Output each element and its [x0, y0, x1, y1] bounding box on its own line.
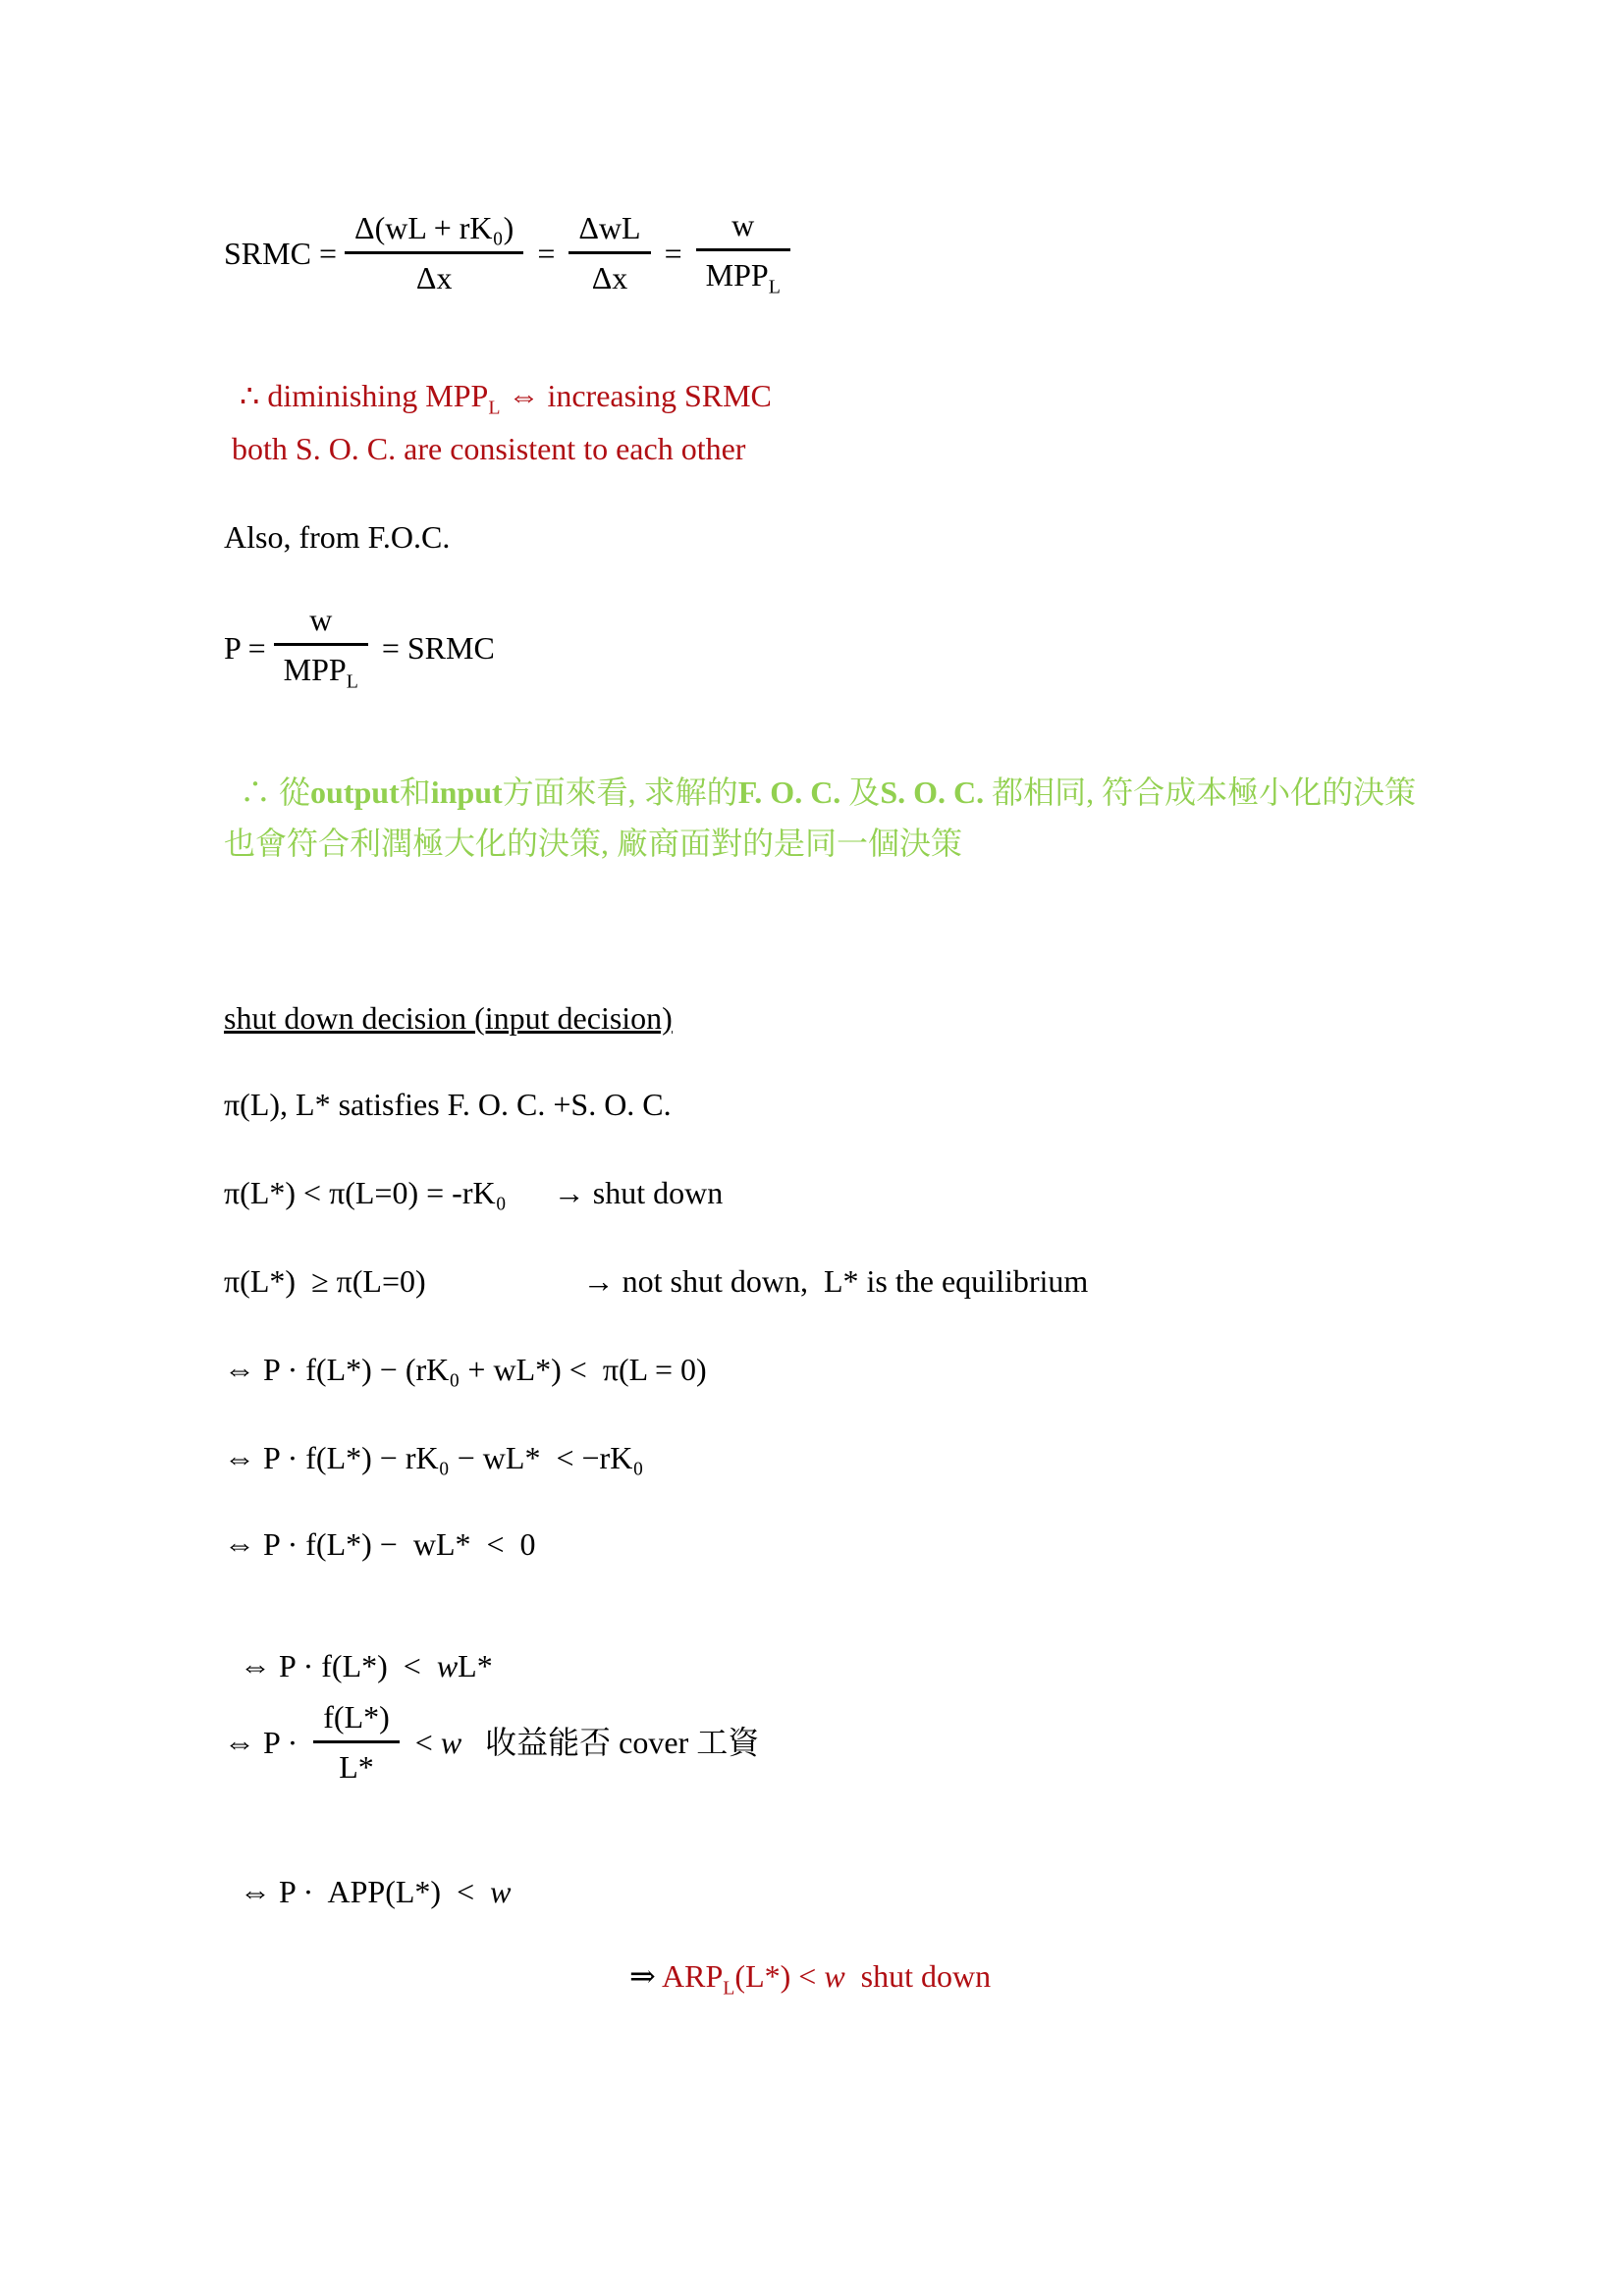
- green-note-segment: 及: [840, 774, 881, 811]
- p-fraction-denominator: $MPP_L$: [283, 652, 358, 693]
- srmc-formula-lhs: SRMC =: [224, 235, 337, 271]
- derivation-step-4: [224, 1610, 493, 1685]
- subscript-L: L: [723, 1977, 735, 2000]
- subscript-L: L: [488, 397, 501, 419]
- red-note-line-1: [224, 340, 772, 421]
- foc-intro-line: Also, from F.O.C.: [224, 519, 451, 555]
- green-note-segment: 方面來看, 求解的: [502, 774, 738, 811]
- less-than-sign: <: [406, 1724, 441, 1760]
- wage-variable: w: [436, 1648, 459, 1684]
- green-note-line-2: 也會符合利潤極大化的決策, 廠商面對的是同一個決策: [224, 826, 963, 861]
- srmc-fraction-1-denominator: Δx: [415, 260, 453, 296]
- app-fraction-numerator: f(L*): [313, 1698, 400, 1743]
- wage-variable: w: [440, 1724, 462, 1760]
- derivation-step-2: ⇔ P · f(L*) − rK₀ − wL* < −rK₀: [224, 1440, 644, 1475]
- shutdown-case-not-shutdown: π(L*) ≥ π(L=0) → not shut down, L* is the equilibrium: [224, 1263, 1089, 1299]
- p-fraction-numerator: w: [274, 601, 368, 646]
- shutdown-case-shutdown: π(L*) < π(L=0) = -rK₀ → shut down: [224, 1175, 724, 1210]
- wage-variable: w: [490, 1874, 512, 1910]
- p-formula: [224, 601, 501, 695]
- green-note-segment: 和: [399, 774, 431, 811]
- srmc-fraction-2: [568, 209, 650, 297]
- green-note-segment: ∴ 從: [240, 774, 311, 811]
- shutdown-satisfies-line: π(L), L* satisfies F. O. C. +S. O. C.: [224, 1087, 672, 1122]
- red-note-line-1-suffix: ⇔ increasing SRMC: [500, 378, 772, 414]
- green-note-line-1: [224, 736, 1416, 812]
- srmc-fraction-1-numerator: Δ(wL + rK₀): [345, 209, 523, 254]
- green-note-bold-output: output: [310, 774, 400, 811]
- app-fraction: [313, 1698, 400, 1787]
- equals-sign: =: [537, 235, 556, 271]
- equals-sign: =: [664, 235, 682, 271]
- srmc-fraction-1: [345, 209, 523, 297]
- wage-variable: w: [824, 1958, 845, 1995]
- shutdown-section-heading: shut down decision (input decision): [224, 1000, 673, 1036]
- derivation-step-4-prefix: ⇔ P · f(L*) <: [240, 1648, 437, 1684]
- srmc-fraction-3-denominator: $MPP_L$: [705, 257, 781, 298]
- subscript-L: L: [346, 670, 358, 693]
- srmc-fraction-2-denominator: Δx: [591, 260, 628, 296]
- derivation-step-5-note: 收益能否 cover 工資: [461, 1724, 760, 1760]
- green-note-bold-soc: S. O. C.: [880, 774, 985, 811]
- green-note-bold-input: input: [430, 774, 503, 811]
- conclusion-arp: $ARP_L(L*) < w$ shut down: [662, 1958, 992, 2000]
- conclusion-line: [614, 1920, 991, 2002]
- derivation-step-4-suffix: L*: [458, 1648, 493, 1684]
- p-formula-rhs: = SRMC: [381, 629, 495, 666]
- srmc-formula: [224, 206, 798, 300]
- p-formula-lhs: P =: [224, 629, 266, 666]
- p-fraction: [274, 601, 368, 695]
- app-fraction-denominator: L*: [339, 1749, 374, 1786]
- implies-arrow: ⇒: [629, 1958, 663, 1995]
- derivation-step-1: ⇔ P · f(L*) − (rK₀ + wL*) < π(L = 0): [224, 1352, 707, 1387]
- derivation-step-5: [224, 1698, 759, 1787]
- srmc-fraction-3-numerator: w: [696, 206, 790, 251]
- derivation-step-5-prefix: ⇔ P ·: [224, 1724, 306, 1760]
- red-note-line-1-prefix: ∴ diminishing MPP: [240, 378, 489, 414]
- srmc-fraction-2-numerator: ΔwL: [568, 209, 650, 254]
- green-note-bold-foc: F. O. C.: [737, 774, 841, 811]
- red-note-line-2: both S. O. C. are consistent to each other: [224, 431, 746, 466]
- derivation-step-6: [224, 1836, 511, 1911]
- derivation-step-3: ⇔ P · f(L*) − wL* < 0: [224, 1526, 536, 1562]
- subscript-L: L: [768, 276, 781, 298]
- green-note-segment: 都相同, 符合成本極小化的決策: [984, 774, 1417, 811]
- derivation-step-6-prefix: ⇔ P · APP(L*) <: [240, 1874, 491, 1910]
- srmc-fraction-3: [696, 206, 790, 300]
